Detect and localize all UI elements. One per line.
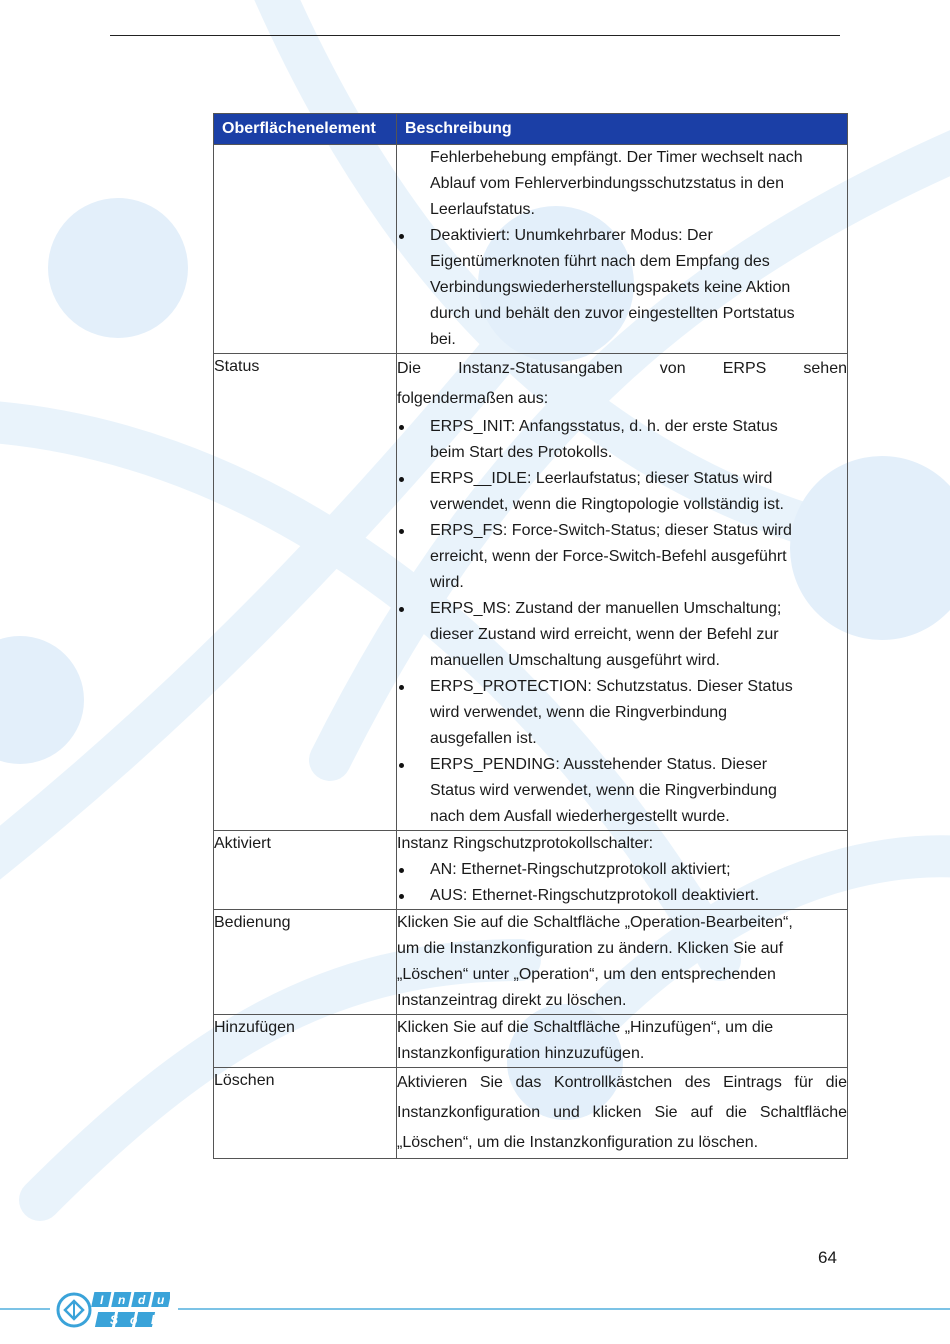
continued-text: Fehlerbehebung empfängt. Der Timer wechselt nach Ablauf vom Fehlerverbindungsschutzstatus in den Leerlaufstatus.: [430, 149, 803, 218]
indusol-logo: [55, 1289, 170, 1331]
table-row: [214, 910, 848, 1015]
intro-line: folgendermaßen aus:: [397, 390, 549, 407]
row-label: [214, 145, 397, 354]
page-number: 64: [818, 1248, 837, 1267]
intro-line: Die Instanz-Statusangaben von ERPS sehen: [397, 360, 847, 377]
row-description: Klicken Sie auf die Schaltfläche „Operation-Bearbeiten“, um die Instanzkonfiguration zu ändern. Klicken Sie auf „Löschen“ unter „Operation“, um den entsprechenden Instanzeintrag direkt zu löschen.: [397, 910, 848, 1015]
list-item: ERPS_MS: Zustand der manuellen Umschaltung; dieser Zustand wird erreicht, wenn der Befehl zur manuellen Umschaltung ausgeführt wird.: [397, 596, 847, 674]
svg-text:S: S: [110, 1313, 119, 1327]
row-description: [397, 145, 848, 354]
row-description: Klicken Sie auf die Schaltfläche „Hinzufügen“, um die Instanzkonfiguration hinzuzufügen.: [397, 1015, 848, 1068]
footer-rule-left: [0, 1308, 50, 1310]
svg-text:o: o: [130, 1313, 138, 1327]
row-label: Löschen: [214, 1068, 397, 1159]
list-item: AUS: Ethernet-Ringschutzprotokoll deaktiviert.: [397, 883, 847, 909]
svg-text:n: n: [118, 1293, 126, 1307]
table-header-row: [214, 114, 848, 145]
list-item: AN: Ethernet-Ringschutzprotokoll aktiviert;: [397, 857, 847, 883]
description-table: [213, 113, 848, 1159]
list-item: ERPS_PROTECTION: Schutzstatus. Dieser Status wird verwendet, wenn die Ringverbindung ausgefallen ist.: [397, 674, 847, 752]
table-row: [214, 145, 848, 354]
table-row: [214, 831, 848, 910]
row-description: [397, 354, 848, 831]
svg-text:u: u: [157, 1293, 165, 1307]
footer-rule-right: [178, 1308, 950, 1310]
row-label: Hinzufügen: [214, 1015, 397, 1068]
row-label: Aktiviert: [214, 831, 397, 910]
header-rule: [110, 35, 840, 36]
svg-text:l: l: [151, 1313, 155, 1327]
list-item: Deaktiviert: Unumkehrbarer Modus: Der Eigentümerknoten führt nach dem Empfang des Verbindungswiederherstellungspakets keine Aktion durch und behält den zuvor eingestellten Portstatus bei.: [397, 223, 847, 353]
list-item: ERPS_PENDING: Ausstehender Status. Dieser Status wird verwendet, wenn die Ringverbindung nach dem Ausfall wiederhergestellt wurde.: [397, 752, 847, 830]
row-description: Aktivieren Sie das Kontrollkästchen des Eintrags für die Instanzkonfiguration und klicken Sie auf die Schaltfläche „Löschen“, um die Instanzkonfiguration zu löschen.: [397, 1068, 848, 1159]
list-item: ERPS_FS: Force-Switch-Status; dieser Status wird erreicht, wenn der Force-Switch-Befehl ausgeführt wird.: [397, 518, 847, 596]
row-label: Status: [214, 354, 397, 831]
row-description: Instanz Ringschutzprotokollschalter: AN: Ethernet-Ringschutzprotokoll aktiviert; AUS: Ethernet-Ringschutzprotokoll deaktiviert.: [397, 831, 848, 910]
table-row: [214, 1015, 848, 1068]
table-row: [214, 354, 848, 831]
row-label: Bedienung: [214, 910, 397, 1015]
table-row: [214, 1068, 848, 1159]
column-header-description: Beschreibung: [397, 114, 848, 145]
list-item: ERPS__IDLE: Leerlaufstatus; dieser Status wird verwendet, wenn die Ringtopologie vollständig ist.: [397, 466, 847, 518]
column-header-element: Oberflächenelement: [214, 114, 397, 145]
svg-text:I: I: [100, 1293, 104, 1307]
list-item: ERPS_INIT: Anfangsstatus, d. h. der erste Status beim Start des Protokolls.: [397, 414, 847, 466]
svg-text:d: d: [138, 1293, 146, 1307]
